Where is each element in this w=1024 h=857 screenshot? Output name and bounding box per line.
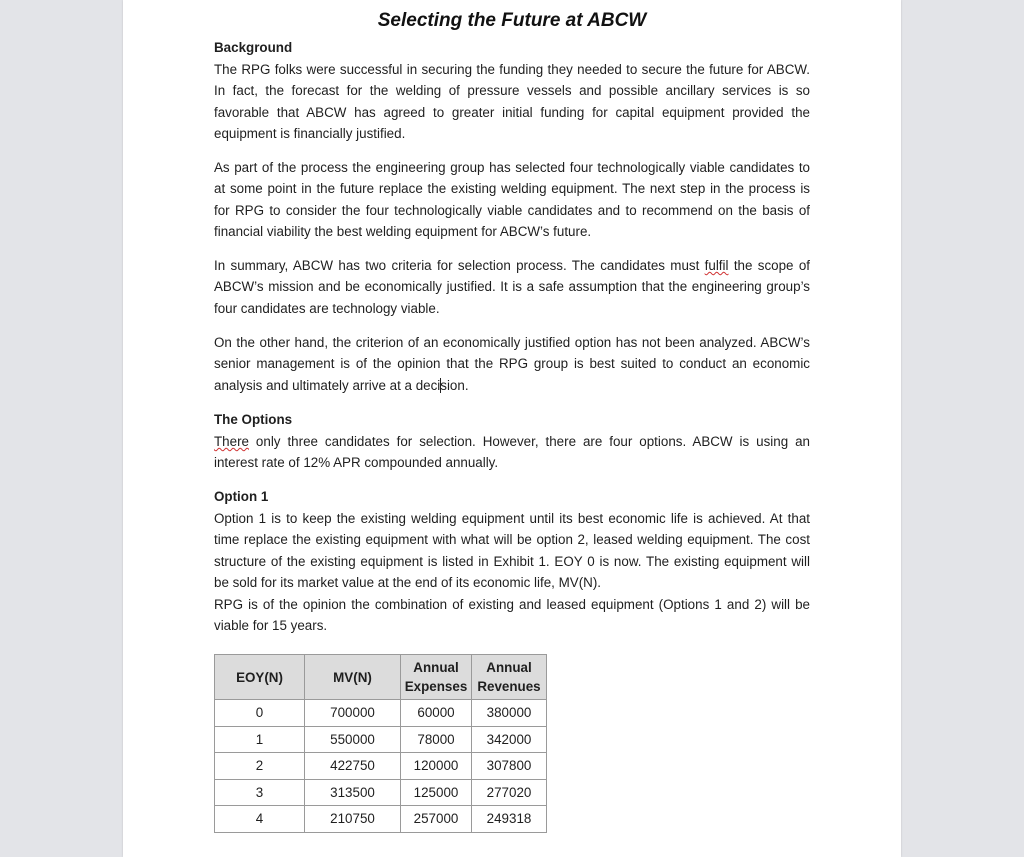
cell-mv: 700000 — [305, 700, 401, 727]
option1-paragraph-1: Option 1 is to keep the existing welding equipment until its best economic life is achieved. At that time replace the existing equipment with what will be option 2, leased welding equipment. The cost structure of the existing equipment is listed in Exhibit 1. EOY 0 is now. The existing equipment will be sold for its market value at the end of its economic life, MV(N). — [214, 511, 810, 591]
table-row — [215, 700, 547, 727]
background-paragraph-2: As part of the process the engineering group has selected four technologically viable candidates to at some point in the future replace the existing welding equipment. The next step in the process is for RPG to consider the four technologically viable candidates and to recommend on the basis of financial viability the best welding equipment for ABCW’s future. — [214, 160, 810, 240]
cell-eoy: 4 — [215, 806, 305, 833]
options-paragraph — [214, 431, 810, 474]
table-row — [215, 753, 547, 780]
cell-revenues: 277020 — [472, 779, 547, 806]
cell-expenses: 78000 — [401, 726, 472, 753]
paragraph-3-text-a: In summary, ABCW has two criteria for selection process. The candidates must — [214, 258, 705, 273]
cell-expenses: 120000 — [401, 753, 472, 780]
cell-revenues: 307800 — [472, 753, 547, 780]
table-row — [215, 726, 547, 753]
header-annual-revenues — [472, 655, 547, 700]
header-mv: MV(N) — [305, 655, 401, 700]
cell-mv: 210750 — [305, 806, 401, 833]
cell-eoy: 0 — [215, 700, 305, 727]
header-annual-expenses — [401, 655, 472, 700]
option1-paragraph-2: RPG is of the opinion the combination of existing and leased equipment (Options 1 and 2) will be viable for 15 years. — [214, 597, 810, 634]
background-heading: Background — [214, 40, 293, 55]
options-heading: The Options — [214, 412, 293, 427]
cell-expenses: 125000 — [401, 779, 472, 806]
option1-heading: Option 1 — [214, 489, 269, 504]
header-expenses-line2: Expenses — [404, 679, 468, 694]
cell-eoy: 2 — [215, 753, 305, 780]
cell-revenues: 249318 — [472, 806, 547, 833]
cell-eoy: 1 — [215, 726, 305, 753]
table-row — [215, 779, 547, 806]
background-paragraph-3 — [214, 255, 810, 319]
cell-mv: 422750 — [305, 753, 401, 780]
paragraph-3-text-b: the scope of ABCW’s mission and be economically justified. It is a safe assumption that the engineering group’s four candidates are technology viable. — [214, 258, 810, 316]
paragraph-4-text-b: sion. — [440, 377, 469, 393]
background-paragraph-1: The RPG folks were successful in securing the funding they needed to secure the future for ABCW. In fact, the forecast for the welding of pressure vessels and possible ancillary services is so favorable that ABCW has agreed to greater initial funding for capital equipment provided the equipment is financially justified. — [214, 62, 810, 142]
cell-eoy: 3 — [215, 779, 305, 806]
spellcheck-flagged-word-there[interactable]: There — [214, 434, 249, 449]
exhibit-1-table — [214, 654, 547, 833]
header-revenues-line1: Annual — [486, 660, 532, 675]
cell-expenses: 60000 — [401, 700, 472, 727]
document-page — [123, 0, 901, 857]
table-row — [215, 806, 547, 833]
paragraph-4-text-a: On the other hand, the criterion of an economically justified option has not been analyzed. ABCW’s senior management is of the opinion that the RPG group is best suited to conduct an economic analysis and ultimately arrive at a deci — [214, 335, 810, 393]
options-paragraph-rest: only three candidates for selection. However, there are four options. ABCW is using an interest rate of 12% APR compounded annually. — [214, 434, 810, 471]
header-eoy: EOY(N) — [215, 655, 305, 700]
header-revenues-line2: Revenues — [477, 679, 541, 694]
cell-mv: 313500 — [305, 779, 401, 806]
spellcheck-flagged-word[interactable]: fulfil — [704, 258, 729, 273]
cell-revenues: 342000 — [472, 726, 547, 753]
document-title: Selecting the Future at ABCW — [377, 10, 647, 31]
header-expenses-line1: Annual — [413, 660, 459, 675]
table-header-row — [215, 655, 547, 700]
cell-revenues: 380000 — [472, 700, 547, 727]
cell-mv: 550000 — [305, 726, 401, 753]
background-paragraph-4 — [214, 332, 810, 396]
cell-expenses: 257000 — [401, 806, 472, 833]
